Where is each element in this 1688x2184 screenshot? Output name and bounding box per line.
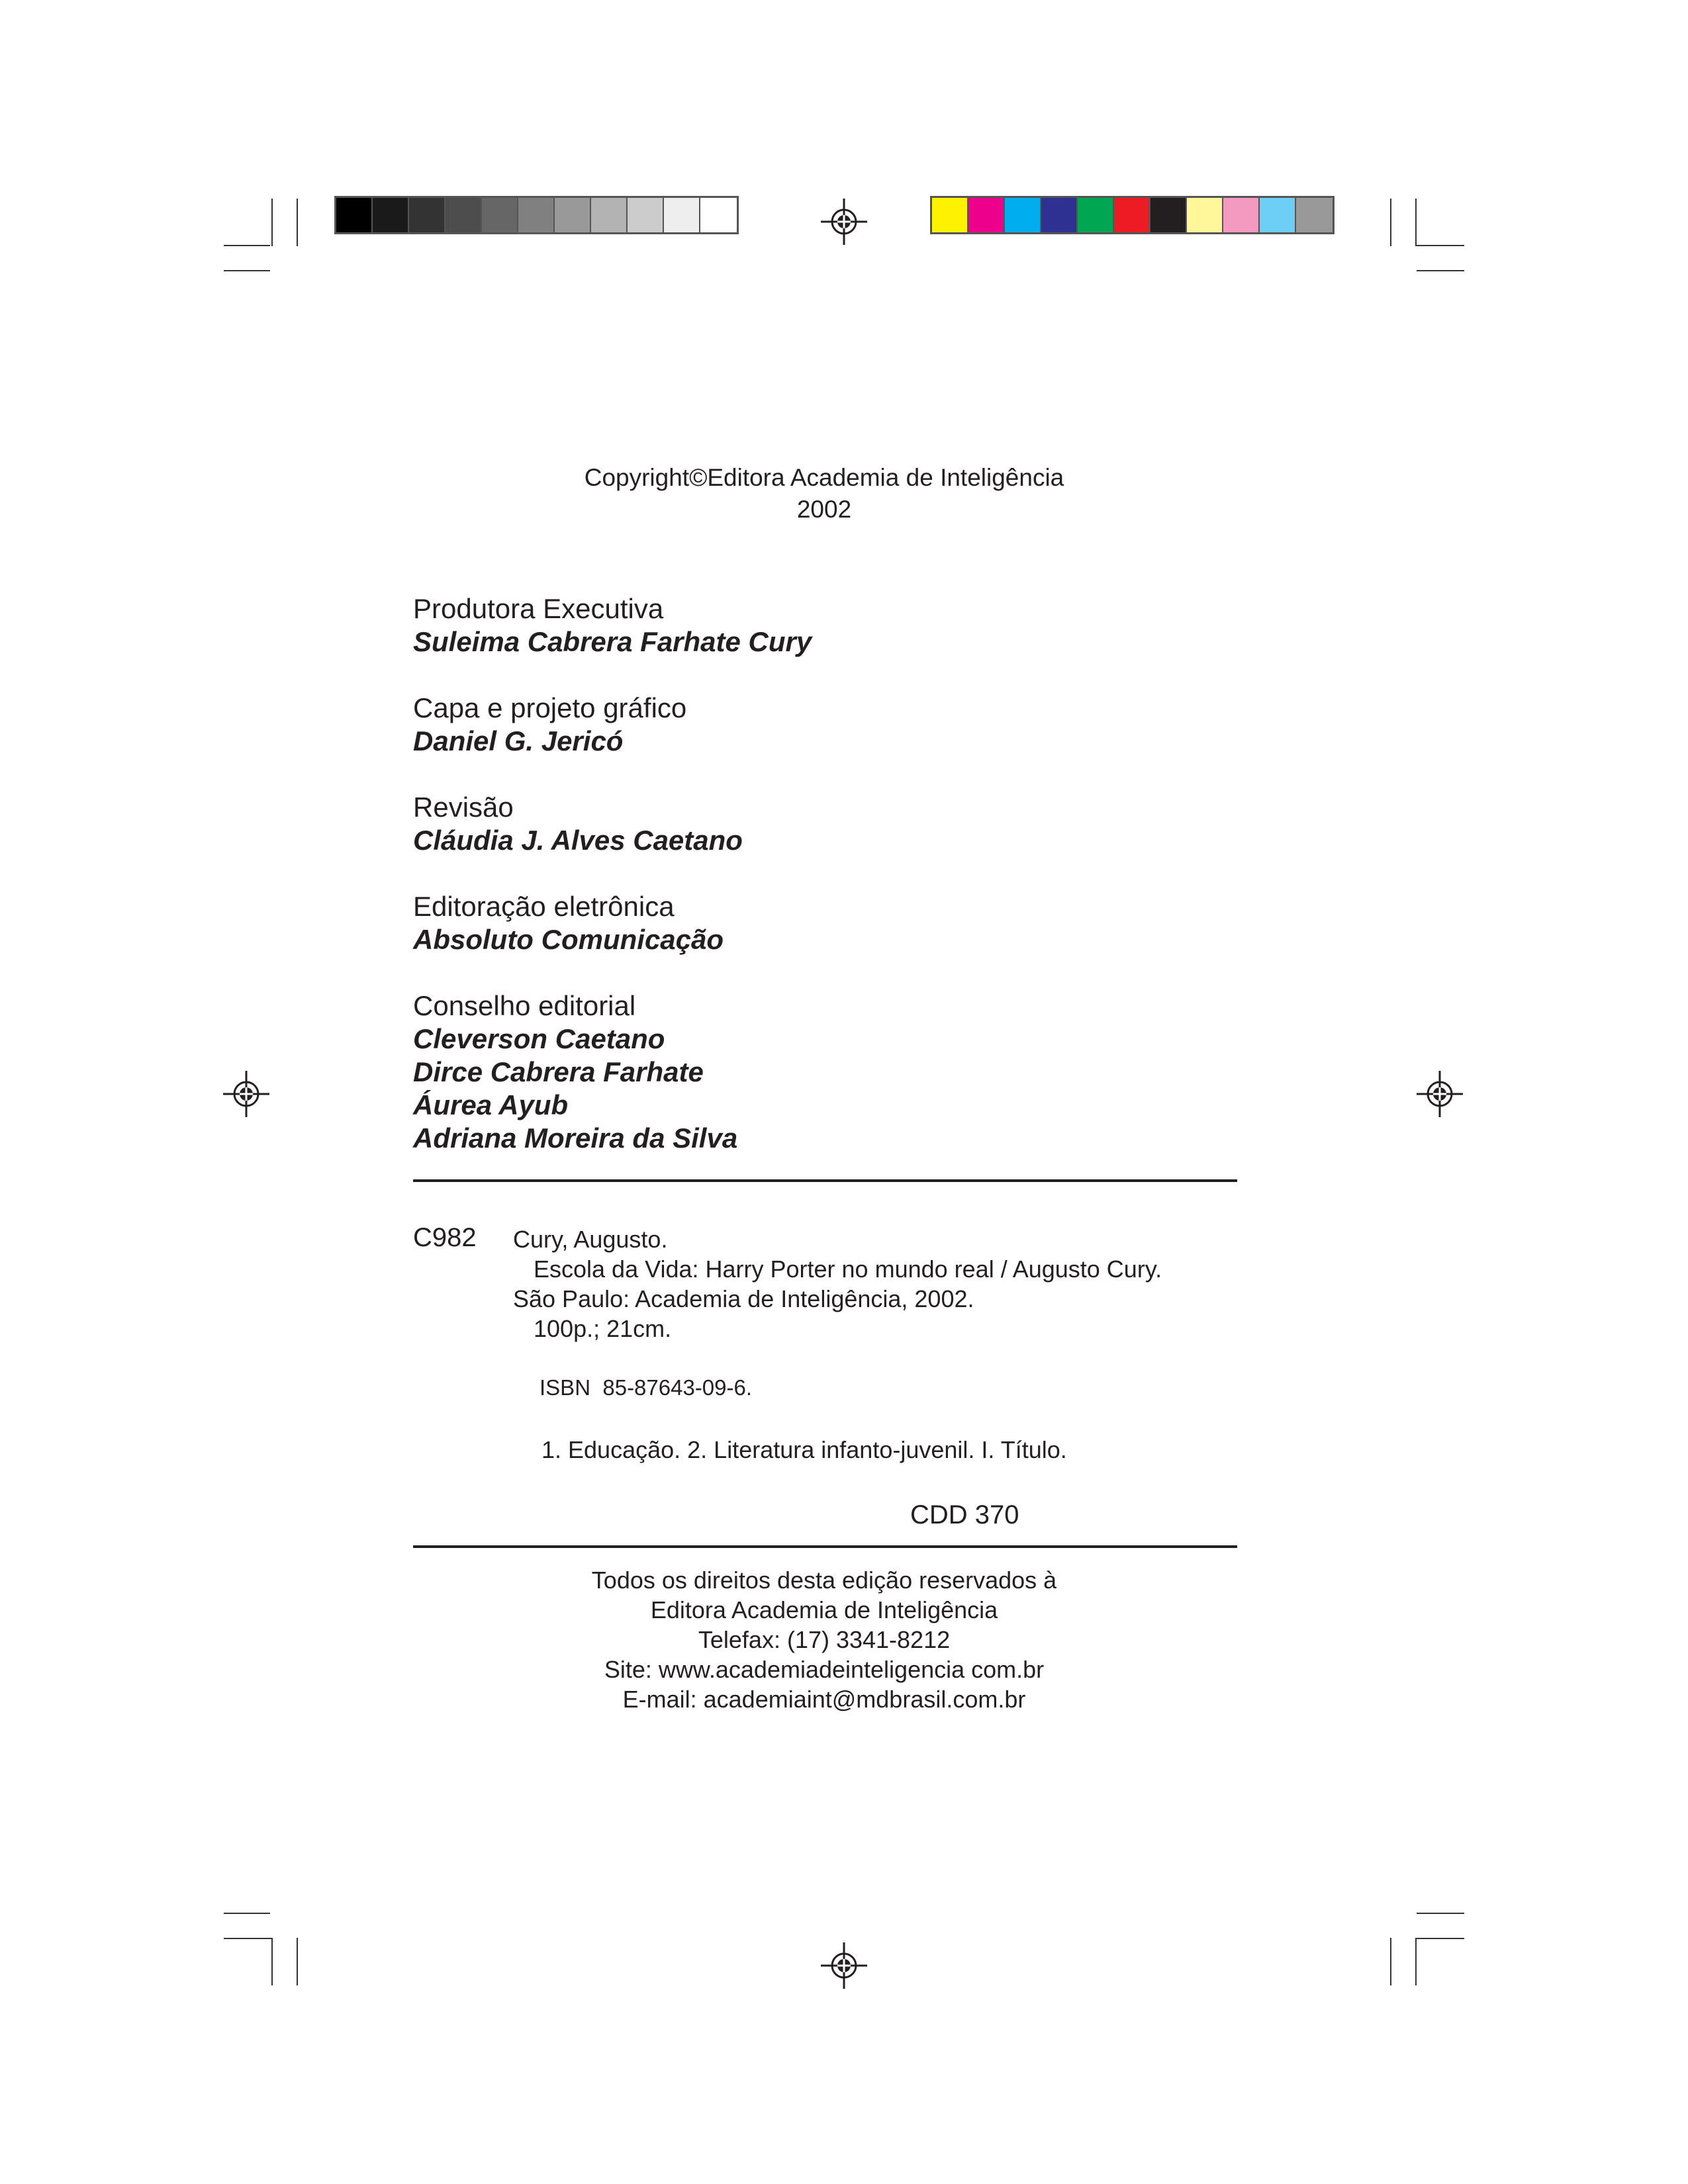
credit-electronic-editing bbox=[413, 890, 1274, 956]
credit-name: Áurea Ayub bbox=[413, 1089, 569, 1120]
color-swatch bbox=[1005, 198, 1041, 232]
registration-mark-icon bbox=[1417, 1071, 1463, 1117]
gray-swatch bbox=[518, 198, 555, 232]
color-swatch bbox=[932, 198, 968, 232]
gray-swatch bbox=[445, 198, 482, 232]
gray-swatch bbox=[591, 198, 628, 232]
publisher-name: Editora Academia de Inteligência bbox=[650, 1596, 998, 1623]
copyright-year: 2002 bbox=[796, 496, 852, 523]
credit-editorial-board bbox=[413, 989, 1274, 1155]
color-swatch bbox=[1187, 198, 1223, 232]
email: E-mail: academiaint@mdbrasil.com.br bbox=[622, 1686, 1026, 1713]
credit-label: Editoração eletrônica bbox=[413, 891, 675, 922]
credit-name: Suleima Cabrera Farhate Cury bbox=[413, 626, 812, 657]
credit-label: Produtora Executiva bbox=[413, 593, 664, 624]
catalog-top-rule bbox=[413, 1179, 1237, 1182]
registration-mark-icon bbox=[821, 199, 867, 245]
color-swatch bbox=[1114, 198, 1150, 232]
copyright-block bbox=[397, 462, 1251, 525]
crop-mark bbox=[1415, 1938, 1464, 1939]
credit-executive-producer bbox=[413, 592, 1274, 659]
color-swatch bbox=[1296, 198, 1333, 232]
credit-name: Adriana Moreira da Silva bbox=[413, 1122, 738, 1154]
crop-mark bbox=[1415, 199, 1417, 246]
crop-mark bbox=[224, 270, 270, 271]
crop-mark bbox=[1417, 270, 1464, 271]
credit-label: Capa e projeto gráfico bbox=[413, 692, 687, 723]
gray-swatch bbox=[373, 198, 409, 232]
credit-name: Dirce Cabrera Farhate bbox=[413, 1056, 704, 1087]
credit-label: Revisão bbox=[413, 792, 514, 823]
crop-mark bbox=[224, 245, 270, 246]
crop-mark bbox=[1390, 1938, 1391, 1985]
color-swatch-bar bbox=[930, 196, 1335, 234]
credit-name: Cláudia J. Alves Caetano bbox=[413, 825, 743, 856]
crop-mark bbox=[271, 199, 273, 246]
crop-mark bbox=[1415, 1938, 1417, 1985]
crop-mark bbox=[224, 1913, 270, 1914]
grayscale-swatch-bar bbox=[334, 196, 739, 234]
catalog-title: Escola da Vida: Harry Porter no mundo real / Augusto Cury. bbox=[534, 1255, 1162, 1283]
credit-revision bbox=[413, 791, 1274, 857]
catalog-bottom-rule bbox=[413, 1545, 1237, 1548]
crop-mark bbox=[1417, 1913, 1464, 1914]
color-swatch bbox=[968, 198, 1005, 232]
telefax: Telefax: (17) 3341-8212 bbox=[698, 1626, 951, 1653]
crop-mark bbox=[1390, 199, 1391, 246]
gray-swatch bbox=[700, 198, 737, 232]
copyright-line: Copyright©Editora Academia de Inteligência bbox=[584, 464, 1064, 491]
gray-swatch bbox=[482, 198, 518, 232]
gray-swatch bbox=[664, 198, 700, 232]
gray-swatch bbox=[409, 198, 445, 232]
color-swatch bbox=[1041, 198, 1078, 232]
credit-cover-design bbox=[413, 692, 1274, 758]
gray-swatch bbox=[628, 198, 664, 232]
gray-swatch bbox=[555, 198, 591, 232]
catalog-publisher: São Paulo: Academia de Inteligência, 2002. bbox=[513, 1285, 974, 1312]
crop-mark bbox=[297, 199, 298, 246]
registration-mark-icon bbox=[821, 1942, 867, 1989]
credit-name: Daniel G. Jericó bbox=[413, 725, 624, 756]
gray-swatch bbox=[336, 198, 373, 232]
color-swatch bbox=[1260, 198, 1296, 232]
color-swatch bbox=[1223, 198, 1260, 232]
catalog-author: Cury, Augusto. bbox=[513, 1226, 668, 1253]
registration-mark-icon bbox=[223, 1071, 269, 1117]
crop-mark bbox=[1417, 245, 1464, 246]
color-swatch bbox=[1078, 198, 1114, 232]
credit-name: Absoluto Comunicação bbox=[413, 924, 724, 955]
website: Site: www.academiadeinteligencia com.br bbox=[604, 1656, 1045, 1683]
catalog-subjects: 1. Educação. 2. Literatura infanto-juvenil. I. Título. bbox=[541, 1436, 1067, 1463]
catalog-cdd: CDD 370 bbox=[910, 1500, 1019, 1529]
color-swatch bbox=[1150, 198, 1187, 232]
credits-block bbox=[413, 592, 1274, 1155]
catalog-code: C982 bbox=[413, 1223, 477, 1252]
credit-label: Conselho editorial bbox=[413, 990, 636, 1021]
catalog-pages: 100p.; 21cm. bbox=[534, 1315, 672, 1342]
crop-mark bbox=[271, 1938, 273, 1985]
catalog-isbn: ISBN 85-87643-09-6. bbox=[539, 1375, 753, 1400]
credit-name: Cleverson Caetano bbox=[413, 1023, 665, 1054]
crop-mark bbox=[224, 1938, 271, 1939]
crop-mark bbox=[297, 1938, 298, 1985]
rights-footer bbox=[424, 1565, 1225, 1714]
rights-line: Todos os direitos desta edição reservados à bbox=[591, 1567, 1057, 1594]
